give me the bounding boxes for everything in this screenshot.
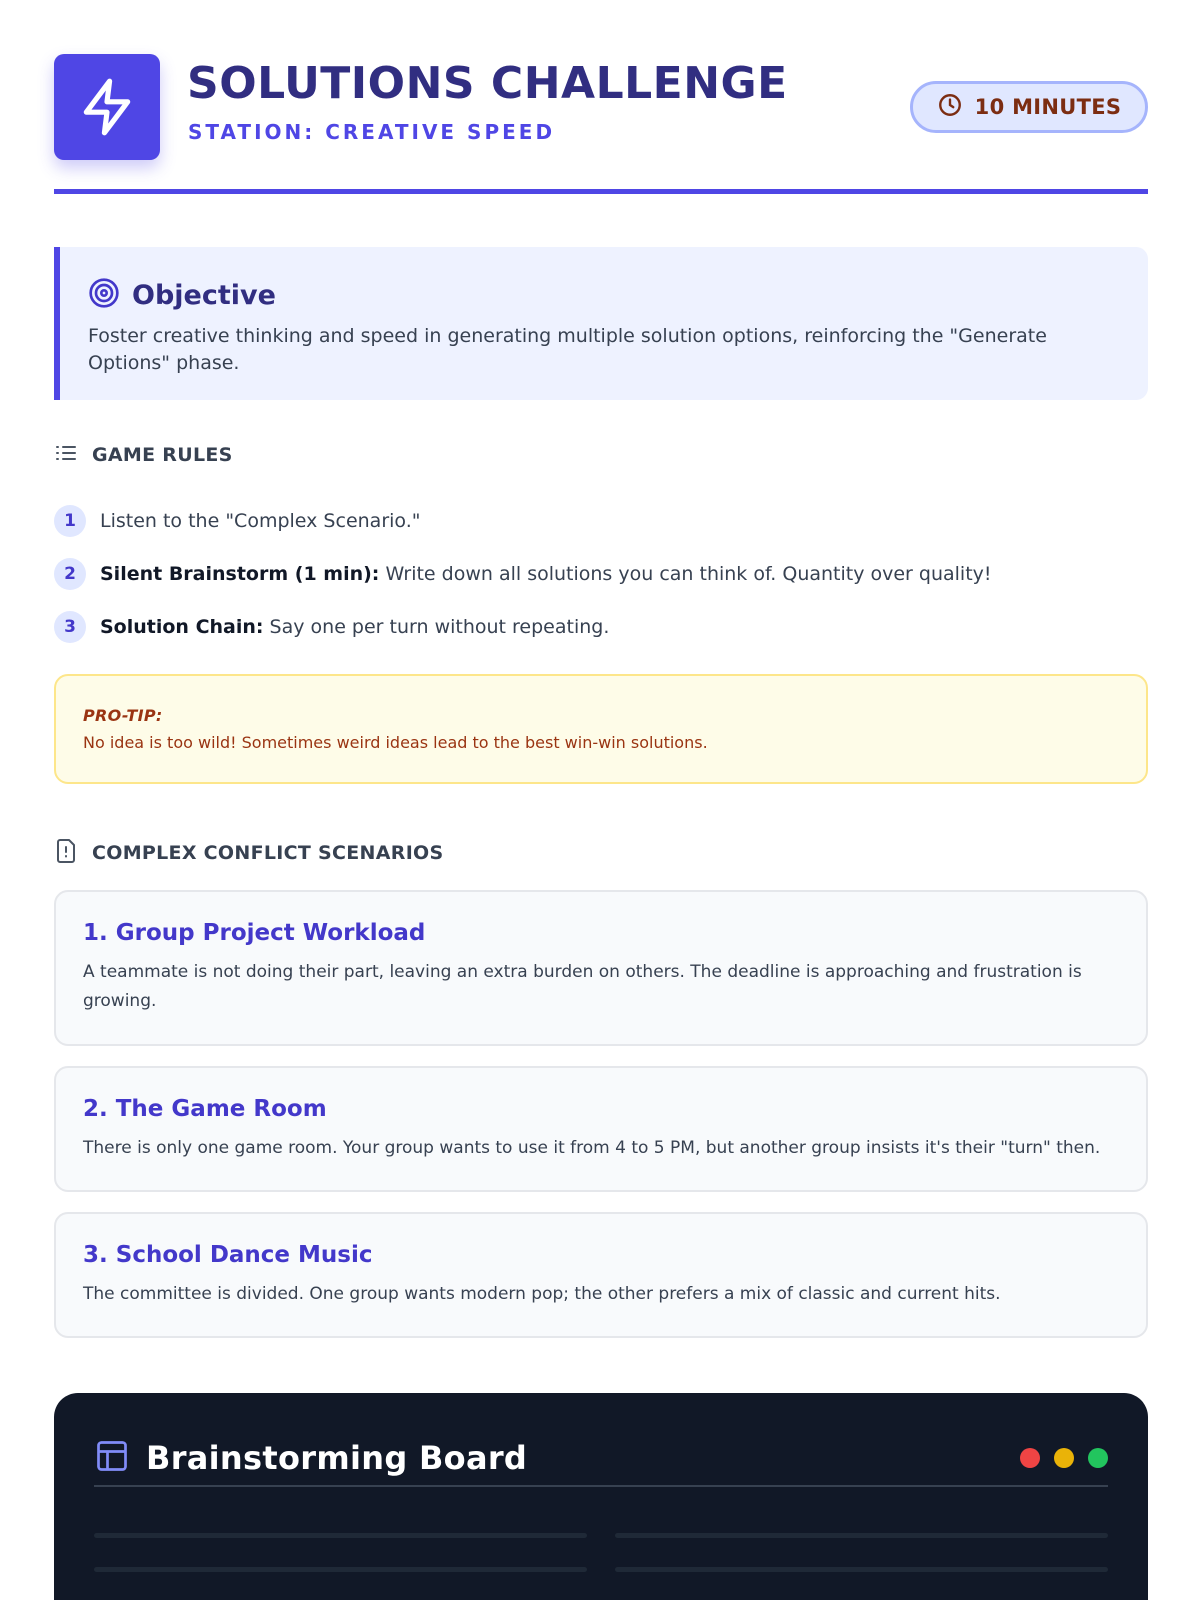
scenario-title: 2. The Game Room bbox=[83, 1096, 327, 1122]
scenario-card bbox=[54, 1066, 1148, 1192]
list-icon bbox=[54, 441, 78, 469]
clock-icon bbox=[937, 92, 963, 122]
lightning-bolt-icon bbox=[54, 54, 160, 160]
page bbox=[54, 0, 1148, 1477]
objective-panel bbox=[54, 247, 1148, 400]
page-title: SOLUTIONS CHALLENGE bbox=[187, 58, 788, 109]
board-placeholder-line bbox=[94, 1567, 587, 1572]
yellow-dot bbox=[1054, 1448, 1074, 1468]
scenario-title: 1. Group Project Workload bbox=[83, 920, 426, 946]
timer-badge bbox=[910, 81, 1148, 133]
pro-tip-title: PRO-TIP: bbox=[83, 706, 163, 725]
objective-text: Foster creative thinking and speed in generating multiple solution options, reinforcing the "Generate Options" phase. bbox=[88, 325, 1047, 374]
rule-number: 2 bbox=[54, 558, 86, 590]
scenarios-header bbox=[54, 838, 444, 868]
rule-number: 3 bbox=[54, 611, 86, 643]
scenario-title: 3. School Dance Music bbox=[83, 1242, 373, 1268]
rules-title: GAME RULES bbox=[92, 444, 233, 466]
objective-title: Objective bbox=[132, 279, 276, 311]
timer-label: 10 MINUTES bbox=[974, 95, 1122, 119]
board-header bbox=[94, 1431, 1108, 1487]
scenario-text: A teammate is not doing their part, leaving an extra burden on others. The deadline is approaching and frustration is growing. bbox=[83, 962, 1082, 1011]
red-dot bbox=[1020, 1448, 1040, 1468]
rule-text: Say one per turn without repeating. bbox=[263, 615, 610, 638]
rule-item bbox=[54, 600, 1148, 653]
scenario-text: The committee is divided. One group wants modern pop; the other prefers a mix of classic and current hits. bbox=[83, 1284, 1001, 1304]
board-title: Brainstorming Board bbox=[146, 1439, 528, 1477]
rule-item bbox=[54, 547, 1148, 600]
scenarios-title: COMPLEX CONFLICT SCENARIOS bbox=[92, 842, 444, 864]
rule-item bbox=[54, 494, 1148, 547]
brainstorming-board bbox=[54, 1393, 1148, 1600]
scenario-card bbox=[54, 890, 1148, 1046]
pro-tip-text: No idea is too wild! Sometimes weird ideas lead to the best win-win solutions. bbox=[83, 733, 708, 752]
file-alert-icon bbox=[54, 838, 78, 868]
rule-text: Listen to the "Complex Scenario." bbox=[100, 509, 421, 532]
layout-icon bbox=[94, 1438, 130, 1478]
board-placeholder-line bbox=[615, 1567, 1108, 1572]
station-subtitle: STATION: CREATIVE SPEED bbox=[188, 120, 556, 144]
rule-text: Write down all solutions you can think of. Quantity over quality! bbox=[379, 562, 992, 585]
target-icon bbox=[88, 277, 120, 313]
rule-number: 1 bbox=[54, 505, 86, 537]
pro-tip-box bbox=[54, 674, 1148, 784]
scenario-card bbox=[54, 1212, 1148, 1338]
rule-bold: Silent Brainstorm (1 min): bbox=[100, 562, 380, 585]
board-placeholder-line bbox=[615, 1533, 1108, 1538]
window-dots bbox=[1020, 1448, 1108, 1468]
rule-bold: Solution Chain: bbox=[100, 615, 264, 638]
header bbox=[54, 0, 1148, 194]
rules-list bbox=[54, 494, 1148, 653]
green-dot bbox=[1088, 1448, 1108, 1468]
scenario-text: There is only one game room. Your group wants to use it from 4 to 5 PM, but another group insists it's their "turn" then. bbox=[83, 1138, 1101, 1158]
board-placeholder-line bbox=[94, 1533, 587, 1538]
rules-header bbox=[54, 441, 233, 469]
